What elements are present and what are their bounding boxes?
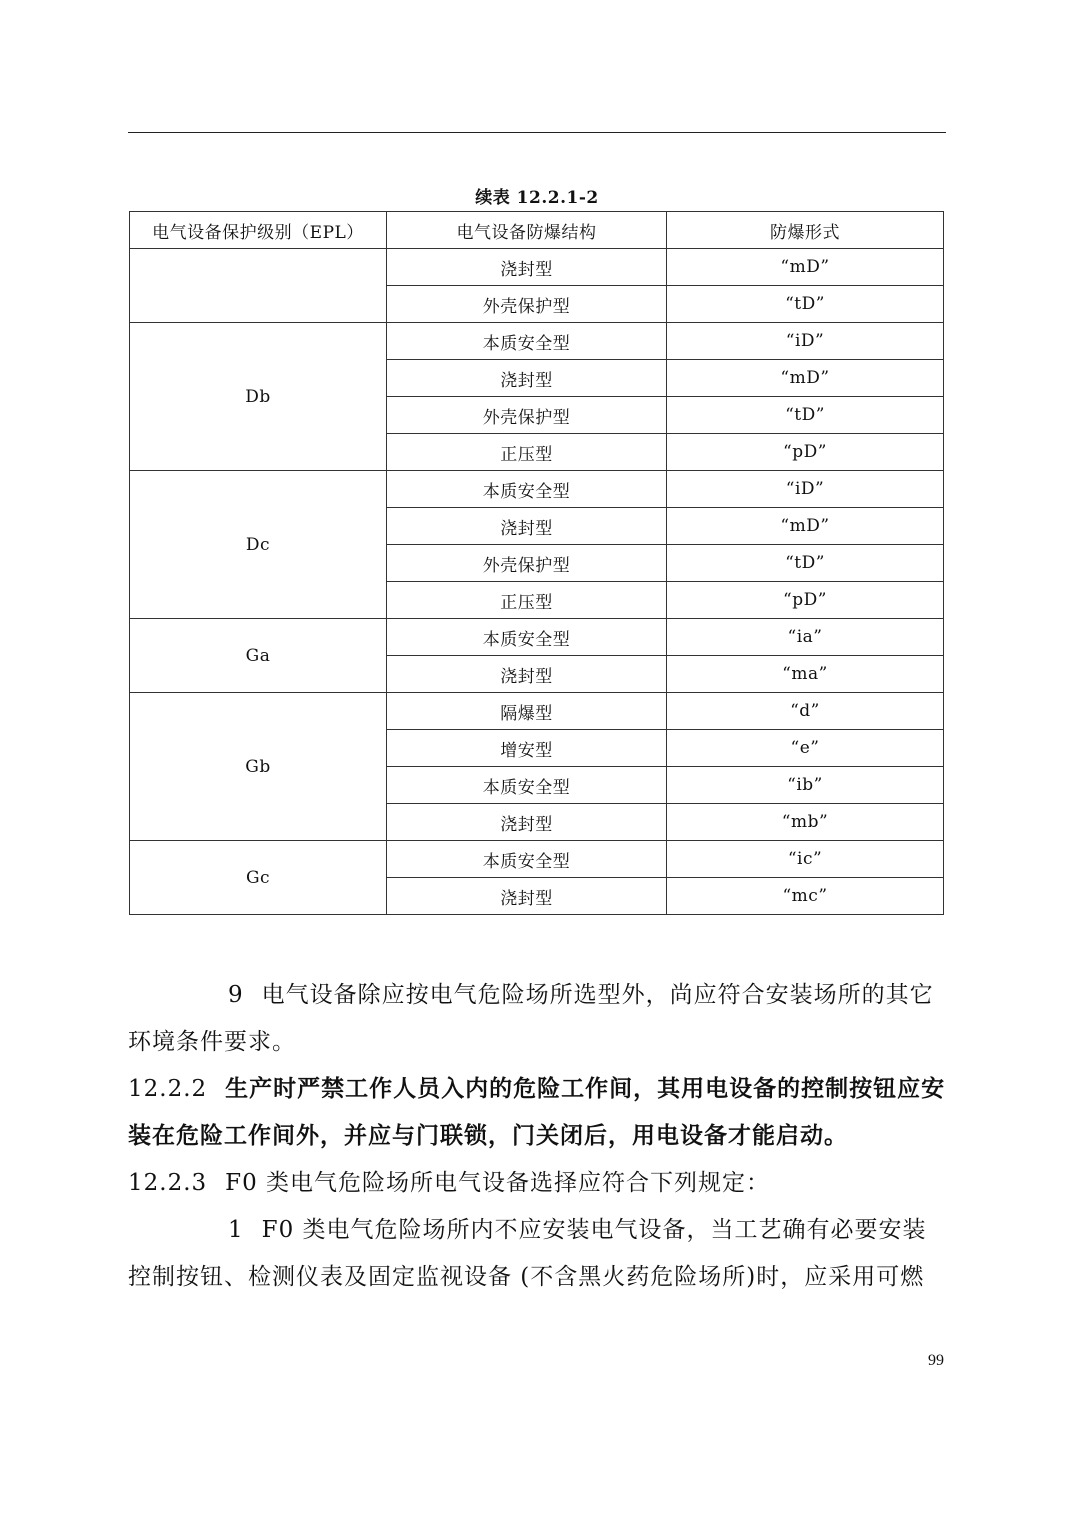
clause-12-2-3-text: F0 类电气危险场所电气设备选择应符合下列规定： xyxy=(225,1170,771,1196)
form-cell: “ma” xyxy=(667,656,944,693)
structure-cell: 本质安全型 xyxy=(387,471,667,508)
structure-cell: 增安型 xyxy=(387,730,667,767)
form-cell: “mD” xyxy=(667,249,944,286)
structure-cell: 浇封型 xyxy=(387,249,667,286)
form-cell: “iD” xyxy=(667,323,944,360)
form-cell: “ib” xyxy=(667,767,944,804)
clause-12-2-3-number: 12.2.3 xyxy=(128,1170,208,1196)
structure-cell: 本质安全型 xyxy=(387,841,667,878)
clause-12-2-2 xyxy=(128,1066,946,1160)
form-cell: “tD” xyxy=(667,286,944,323)
form-cell: “tD” xyxy=(667,545,944,582)
epl-level-cell: Db xyxy=(130,323,387,471)
header-epl: 电气设备保护级别（EPL） xyxy=(130,212,387,249)
item-1 xyxy=(128,1207,946,1301)
epl-table xyxy=(129,211,944,915)
epl-level-cell: Gb xyxy=(130,693,387,841)
structure-cell: 正压型 xyxy=(387,434,667,471)
structure-cell: 本质安全型 xyxy=(387,767,667,804)
item-1-number: 1 xyxy=(228,1217,244,1243)
structure-cell: 外壳保护型 xyxy=(387,397,667,434)
epl-level-cell xyxy=(130,249,387,323)
clause-12-2-2-text: 生产时严禁工作人员入内的危险工作间，其用电设备的控制按钮应安装在危险工作间外，并应与门联锁，门关闭后，用电设备才能启动。 xyxy=(128,1076,946,1149)
item-9-number: 9 xyxy=(228,982,244,1008)
body-text xyxy=(128,972,946,1301)
epl-level-cell: Ga xyxy=(130,619,387,693)
item-9-text: 电气设备除应按电气危险场所选型外，尚应符合安装场所的其它环境条件要求。 xyxy=(128,982,934,1055)
header-rule xyxy=(128,132,946,133)
structure-cell: 本质安全型 xyxy=(387,323,667,360)
table-body xyxy=(130,249,944,915)
structure-cell: 外壳保护型 xyxy=(387,286,667,323)
structure-cell: 隔爆型 xyxy=(387,693,667,730)
item-9 xyxy=(128,972,946,1066)
table-row xyxy=(130,841,944,878)
clause-12-2-3 xyxy=(128,1160,946,1207)
form-cell: “e” xyxy=(667,730,944,767)
table-row xyxy=(130,471,944,508)
form-cell: “iD” xyxy=(667,471,944,508)
table-caption: 续表 12.2.1-2 xyxy=(475,188,599,208)
structure-cell: 正压型 xyxy=(387,582,667,619)
form-cell: “pD” xyxy=(667,434,944,471)
table-row xyxy=(130,693,944,730)
table-row xyxy=(130,619,944,656)
table-row xyxy=(130,249,944,286)
item-1-text: F0 类电气危险场所内不应安装电气设备，当工艺确有必要安装控制按钮、检测仪表及固定监视设备 (不含黑火药危险场所)时，应采用可燃 xyxy=(128,1217,927,1290)
epl-level-cell: Gc xyxy=(130,841,387,915)
table-row xyxy=(130,323,944,360)
form-cell: “pD” xyxy=(667,582,944,619)
structure-cell: 浇封型 xyxy=(387,656,667,693)
form-cell: “mc” xyxy=(667,878,944,915)
form-cell: “mD” xyxy=(667,508,944,545)
form-cell: “tD” xyxy=(667,397,944,434)
form-cell: “mb” xyxy=(667,804,944,841)
page-number: 99 xyxy=(928,1352,944,1369)
form-cell: “ic” xyxy=(667,841,944,878)
table-header-row xyxy=(130,212,944,249)
structure-cell: 浇封型 xyxy=(387,508,667,545)
epl-level-cell: Dc xyxy=(130,471,387,619)
header-structure: 电气设备防爆结构 xyxy=(387,212,667,249)
structure-cell: 浇封型 xyxy=(387,878,667,915)
clause-12-2-2-number: 12.2.2 xyxy=(128,1076,208,1102)
form-cell: “mD” xyxy=(667,360,944,397)
header-form: 防爆形式 xyxy=(667,212,944,249)
structure-cell: 浇封型 xyxy=(387,360,667,397)
structure-cell: 浇封型 xyxy=(387,804,667,841)
structure-cell: 外壳保护型 xyxy=(387,545,667,582)
form-cell: “d” xyxy=(667,693,944,730)
structure-cell: 本质安全型 xyxy=(387,619,667,656)
form-cell: “ia” xyxy=(667,619,944,656)
